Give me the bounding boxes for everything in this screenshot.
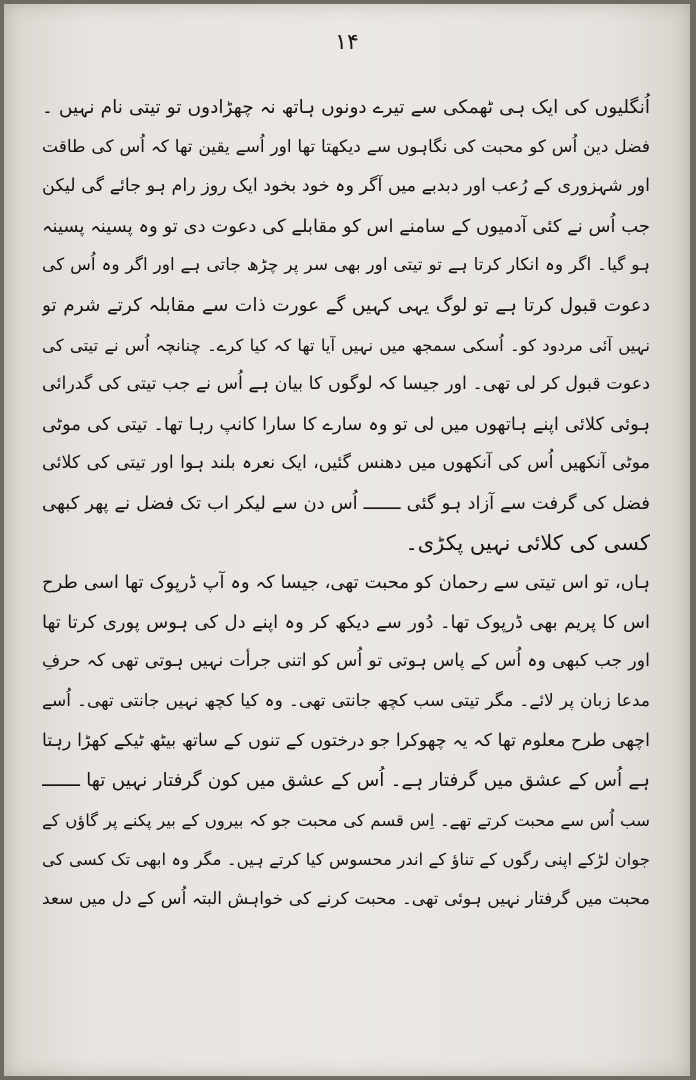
text-line: جب اُس نے کئی آدمیوں کے سامنے اس کو مقابلے کی دعوت دی تو وہ پسینہ پسینہ <box>42 215 650 237</box>
text-line: ہوئی کلائی اپنے ہاتھوں میں لی تو وہ سارے کا سارا کانپ رہا تھا۔ تیتی کی موٹی <box>42 413 650 435</box>
page-number: ۱۴ <box>335 30 359 55</box>
text-line: مدعا زبان پر لائے۔ مگر تیتی سب کچھ جانتی تھی۔ وہ کیا کچھ نہیں جانتی تھی۔ اُسے <box>42 690 650 711</box>
body-text <box>42 88 650 919</box>
text-line: ہاں، تو اس تیتی سے رحمان کو محبت تھی، جیسا کہ وہ آپ ڈرپوک تھا اسی طرح <box>42 572 650 594</box>
text-line: محبت میں گرفتار نہیں ہوئی تھی۔ محبت کرنے کی خواہش البتہ اُس کے دل میں سعد <box>42 888 650 909</box>
text-line: اچھی طرح معلوم تھا کہ یہ چھوکرا جو درختوں کے تنوں کے ساتھ بیٹھ ٹیکے کھڑا رہتا <box>42 730 650 751</box>
text-line: اُنگلیوں کی ایک ہی ٹھمکی سے تیرے دونوں ہاتھ نہ چھڑادوں تو تیتی نام نہیں ۔ <box>42 97 650 118</box>
book-page <box>4 4 690 1076</box>
text-line: جوان لڑکے اپنی رگوں کے تناؤ کے اندر محسوس کیا کرتے ہیں۔ مگر وہ ابھی تک کسی کی <box>42 850 650 870</box>
text-line: فضل کی گرفت سے آزاد ہو گئی ـــــــ اُس دن سے لیکر اب تک فضل نے پھر کبھی <box>42 492 650 514</box>
text-line: فضل دین اُس کو محبت کی نگاہوں سے دیکھتا تھا اور اُسے یقین تھا کہ اُس کی طاقت <box>42 136 650 157</box>
text-line: سب اُس سے محبت کرتے تھے۔ اِس قسم کی محبت جو کہ بیروں کے بیر پکنے پر گاؤں کے <box>42 810 650 830</box>
text-line: ہو گیا۔ اگر وہ انکار کرتا ہے تو تیتی اور بھی سر پر چڑھ جاتی ہے اور اگر وہ اُس کی <box>42 255 650 276</box>
text-line: دعوت قبول کرتا ہے تو لوگ یہی کہیں گے عورت ذات سے مقابلہ کرتے شرم تو <box>42 294 650 316</box>
text-line: نہیں آئی مردود کو۔ اُسکی سمجھ میں نہیں آیا تھا کہ کیا کرے۔ چنانچہ اُس نے تیتی کی <box>42 335 650 355</box>
text-line: دعوت قبول کر لی تھی۔ اور جیسا کہ لوگوں کا بیان ہے اُس نے جب تیتی کی گدرائی <box>42 374 650 395</box>
text-line: موٹی آنکھیں اُس کی آنکھوں میں دھنس گئیں، ایک نعرہ بلند ہوا اور تیتی کی کلائی <box>42 453 650 474</box>
text-line: اور شہزوری کے رُعب اور دبدبے میں آگر وہ خود بخود ایک روز رام ہو جائے گی لیکن <box>42 176 650 197</box>
text-line: ہے اُس کے عشق میں گرفتار ہے۔ اُس کے عشق میں کون گرفتار نہیں تھا ـــــــ <box>42 770 650 792</box>
text-line: اور جب کبھی وہ اُس کے پاس ہوتی تو اُس کو اتنی جرأت نہیں ہوتی تھی کہ حرفِ <box>42 651 650 672</box>
text-line: کسی کی کلائی نہیں پکڑی۔ <box>405 530 650 555</box>
text-line: اس کا پریم بھی ڈرپوک تھا۔ دُور سے دیکھ کر وہ اپنے دل کی ہوس پوری کرتا تھا <box>42 611 650 633</box>
